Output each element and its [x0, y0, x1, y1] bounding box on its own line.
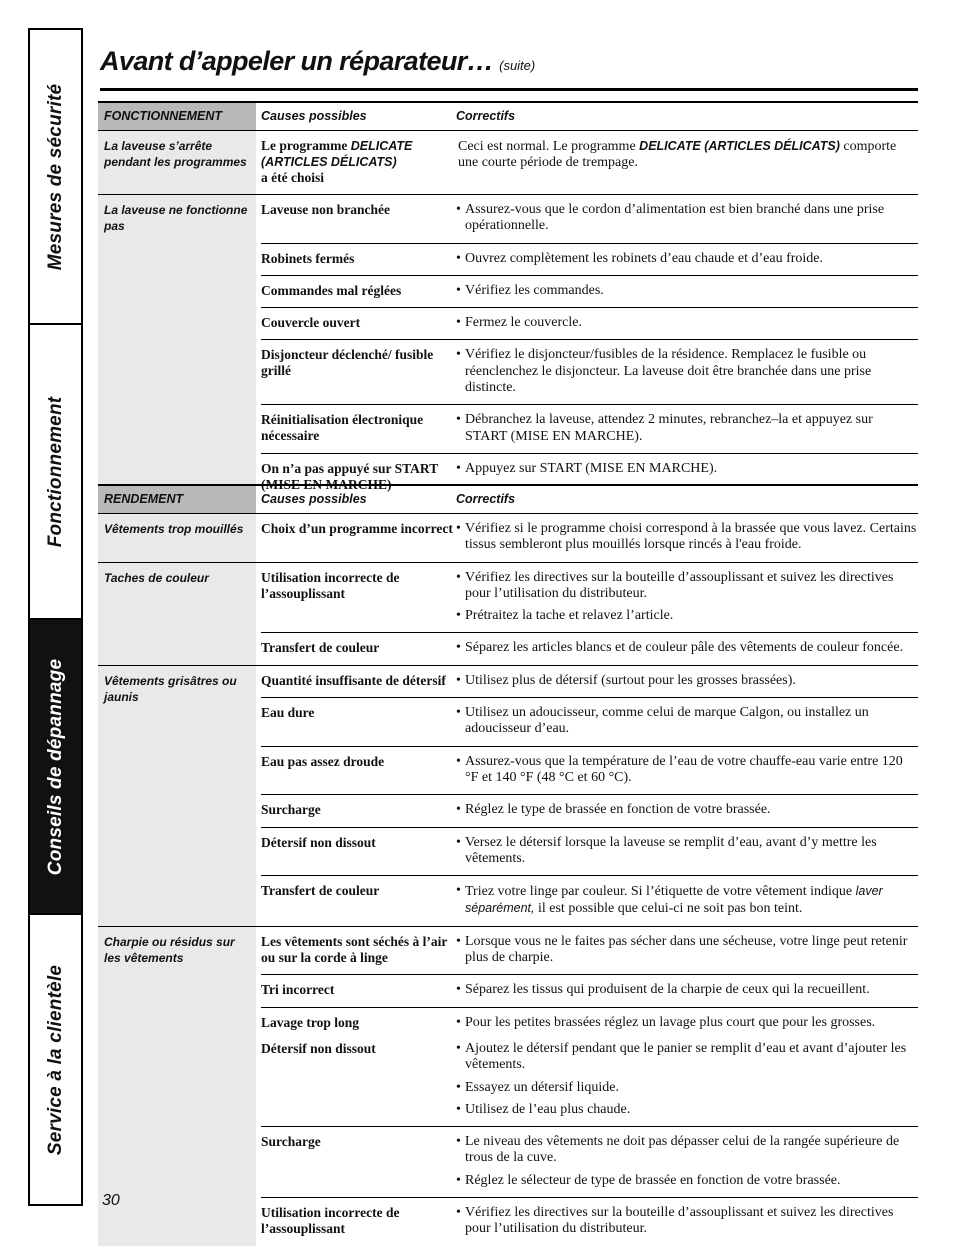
table-row: Utilisation incorrecte de l’assouplissant • Vérifiez les directives sur la bouteille d’assouplissant et suivez les directives pour l’utilisation du distributeur. • Prétraitez la tache et relavez l’article. [261, 563, 918, 634]
header-causes: Causes possibles [261, 492, 367, 506]
fix-item: Pour les petites brassées réglez un lavage plus court que pour les grosses. [465, 1014, 876, 1030]
cause-cell: Disjoncteur déclenché/ fusible grillé [261, 347, 434, 379]
cause-cell: Transfert de couleur [261, 883, 380, 899]
cause-cell: Eau dure [261, 705, 315, 721]
fix-item: Séparez les tissus qui produisent de la charpie de ceux qui la recueillent. [465, 982, 870, 998]
fix-item: Appuyez sur START (MISE EN MARCHE). [465, 460, 718, 476]
fix-item: Réglez le sélecteur de type de brassée en fonction de votre brassée. [465, 1172, 841, 1188]
fix-text: Triez votre linge par couleur. Si l’étiquette de votre vêtement indique [465, 884, 856, 900]
table-row: Transfert de couleur • Séparez les articles blancs et de couleur pâle des vêtements de couleur foncée. [261, 633, 918, 664]
fix-item: Vérifiez si le programme choisi correspond à la brassée que vous lavez. Certains tissus sembleront plus mouillés lorsque rincés à l'eau froide. [465, 521, 917, 553]
cause-cell: Couvercle ouvert [261, 315, 361, 331]
fix-item: Vérifiez les directives sur la bouteille d’assouplissant et suivez les directives pour l’utilisation du distributeur. [465, 569, 894, 601]
tab-label: Service à la clientèle [44, 964, 66, 1155]
fix-item: Assurez-vous que le cordon d’alimentation est bien branché dans une prise opérationnelle. [465, 202, 885, 234]
title-suffix: (suite) [499, 58, 536, 73]
cause-cell: Robinets fermés [261, 250, 355, 266]
title-text: Avant d’appeler un réparateur… [100, 46, 494, 76]
table-row [261, 131, 918, 194]
table-row: Eau pas assez droude • Assurez-vous que la température de l’eau de votre chauffe-eau varie entre 120 °F et 140 °F (48 °C et 60 °C). [261, 747, 918, 796]
cause-cell: Tri incorrect [261, 982, 335, 998]
problem-group [98, 666, 918, 927]
header-category: RENDEMENT [98, 486, 256, 513]
cause-cell: Réinitialisation électronique nécessaire [261, 412, 424, 444]
fix-item: Utilisez de l’eau plus chaude. [465, 1101, 631, 1117]
tab-conseils-de-depannage[interactable] [30, 620, 81, 915]
fix-item: Le niveau des vêtements ne doit pas dépasser celui de la rangée supérieure de trous de la cuve. [465, 1134, 900, 1166]
fix-item: Lorsque vous ne le faites pas sécher dans une sécheuse, votre linge peut retenir plus de charpie. [465, 933, 908, 966]
table-row: Robinets fermés • Ouvrez complètement les robinets d’eau chaude et d’eau froide. [261, 244, 918, 276]
table-row: Laveuse non branchée • Assurez-vous que le cordon d’alimentation est bien branché dans une prise opérationnelle. [261, 195, 918, 244]
fix-item: Ajoutez le détersif pendant que le panier se remplit d’eau et avant d’ajouter les vêtements. [465, 1040, 907, 1073]
problem-label: Vêtements grisâtres ou jaunis [98, 666, 256, 926]
cause-program-name: DELICATE (ARTICLES DÉLICATS) [261, 139, 413, 169]
cause-cell: Utilisation incorrecte de l’assouplissant [261, 1205, 400, 1237]
title-rule [100, 88, 918, 91]
problem-group [98, 927, 918, 1246]
table-row: Quantité insuffisante de détersif • Utilisez plus de détersif (surtout pour les grosses brassées). [261, 666, 918, 698]
table-row: Les vêtements sont séchés à l’air ou sur la corde à linge • Lorsque vous ne le faites pas sécher dans une sécheuse, votre linge peut retenir plus de charpie. [261, 927, 918, 976]
cause-cell: Surcharge [261, 1134, 321, 1150]
problem-group [98, 195, 918, 501]
problem-label: Charpie ou résidus sur les vêtements [98, 927, 256, 1246]
header-causes: Causes possibles [261, 109, 367, 123]
table-row: Commandes mal réglées • Vérifiez les commandes. [261, 276, 918, 308]
cause-cell: Lavage trop long [261, 1014, 360, 1030]
table-row: Eau dure • Utilisez un adoucisseur, comme celui de marque Calgon, ou installez un adoucisseur d’eau. [261, 698, 918, 747]
tab-fonctionnement[interactable] [30, 325, 81, 620]
tab-label: Fonctionnement [44, 396, 66, 547]
fix-item: Séparez les articles blancs et de couleur pâle des vêtements de couleur foncée. [465, 640, 904, 656]
cause-text: Le programme [261, 138, 351, 153]
table-row: Couvercle ouvert • Fermez le couvercle. [261, 308, 918, 340]
cause-cell: Les vêtements sont séchés à l’air ou sur la corde à linge [261, 933, 448, 965]
cause-cell: On n’a pas appuyé sur START (MISE EN MARCHE) [261, 460, 438, 492]
fix-item: Réglez le type de brassée en fonction de votre brassée. [465, 802, 771, 818]
table-header [98, 101, 918, 131]
header-correctifs: Correctifs [456, 492, 516, 506]
fix-item [465, 883, 918, 918]
table-row: Surcharge • Réglez le type de brassée en fonction de votre brassée. [261, 795, 918, 827]
cause-cell: Eau pas assez droude [261, 753, 385, 769]
fix-program-name: DELICATE (ARTICLES DÉLICATS) [639, 139, 840, 153]
problem-label: Taches de couleur [98, 563, 256, 665]
cause-cell: Quantité insuffisante de détersif [261, 672, 446, 688]
tab-mesures-de-securite[interactable] [30, 30, 81, 325]
problem-label: La laveuse s’arrête pendant les programmes [98, 131, 256, 194]
tab-label: Conseils de dépannage [44, 658, 66, 875]
cause-cell: Commandes mal réglées [261, 282, 402, 298]
fix-text: il est possible que celui-ci ne soit pas bon teint. [534, 901, 803, 917]
tab-service-a-la-clientele[interactable] [30, 915, 81, 1204]
cause-cell: Utilisation incorrecte de l’assouplissant [261, 569, 400, 601]
problem-label: Vêtements trop mouillés [98, 514, 256, 562]
cause-cell: Surcharge [261, 802, 321, 818]
table-row: On n’a pas appuyé sur START (MISE EN MARCHE) • Appuyez sur START (MISE EN MARCHE). [261, 454, 918, 501]
page-number: 30 [102, 1192, 120, 1209]
table-row: Tri incorrect • Séparez les tissus qui produisent de la charpie de ceux qui la recueillent. [261, 975, 918, 1007]
table-row: Détersif non dissout • Ajoutez le détersif pendant que le panier se remplit d’eau et avant d’ajouter les vêtements. • Essayez un détersif liquide. • Utilisez de l’eau plus chaude. [261, 1039, 918, 1127]
header-correctifs: Correctifs [456, 109, 516, 123]
problem-group [98, 563, 918, 666]
fix-item: Vérifiez les commandes. [465, 282, 604, 298]
fix-item: Utilisez plus de détersif (surtout pour les grosses brassées). [465, 672, 796, 688]
fix-item: Versez le détersif lorsque la laveuse se remplit d’eau, avant d’y mettre les vêtements. [465, 834, 877, 866]
fix-text: Ceci est normal. Le programme [458, 139, 640, 154]
table-row: Surcharge • Le niveau des vêtements ne doit pas dépasser celui de la rangée supérieure de trous de la cuve. • Réglez le sélecteur de type de brassée en fonction de votre brassée. [261, 1127, 918, 1198]
tab-label: Mesures de sécurité [44, 83, 66, 270]
table-row: Réinitialisation électronique nécessaire • Débranchez la laveuse, attendez 2 minutes, rebranchez–la et appuyez sur START (MISE EN MARCHE). [261, 405, 918, 454]
problem-label: La laveuse ne fonctionne pas [98, 195, 256, 501]
table-row: Lavage trop long • Pour les petites brassées réglez un lavage plus court que pour les grosses. [261, 1008, 918, 1039]
table-rendement [98, 484, 918, 1246]
table-row: Utilisation incorrecte de l’assouplissant • Vérifiez les directives sur la bouteille d’assouplissant et suivez les directives pour l’utilisation du distributeur. [261, 1198, 918, 1246]
cause-cell: Transfert de couleur [261, 640, 380, 656]
table-row: Choix d’un programme incorrect • Vérifiez si le programme choisi correspond à la brassée que vous lavez. Certains tissus sembleront plus mouillés lorsque rincés à l'eau froide. [261, 514, 918, 562]
fix-item: Prétraitez la tache et relavez l’article. [465, 608, 674, 624]
problem-group [98, 514, 918, 563]
section-tabs [28, 28, 83, 1206]
table-header [98, 484, 918, 514]
cause-text: a été choisi [261, 170, 324, 185]
cause-cell [261, 131, 456, 194]
fix-item: Vérifiez les directives sur la bouteille d’assouplissant et suivez les directives pour l’utilisation du distributeur. [465, 1205, 894, 1237]
fix-cell [456, 131, 918, 194]
fix-item: Ouvrez complètement les robinets d’eau chaude et d’eau froide. [465, 250, 824, 266]
problem-group [98, 131, 918, 195]
fix-item: Fermez le couvercle. [465, 315, 582, 331]
fix-emphasis: laver séparément, [465, 884, 883, 916]
table-row: Détersif non dissout • Versez le détersif lorsque la laveuse se remplit d’eau, avant d’y mettre les vêtements. [261, 828, 918, 877]
table-fonctionnement [98, 101, 918, 501]
fix-item: Débranchez la laveuse, attendez 2 minutes, rebranchez–la et appuyez sur START (MISE EN MARCHE). [465, 412, 873, 444]
cause-cell: Détersif non dissout [261, 1040, 376, 1056]
fix-item: Essayez un détersif liquide. [465, 1079, 619, 1095]
table-row: Disjoncteur déclenché/ fusible grillé • Vérifiez le disjoncteur/fusibles de la résidence. Remplacez le fusible ou réenclenchez le disjoncteur. La laveuse doit être branchée dans une prise distincte. [261, 340, 918, 405]
fix-item: Vérifiez le disjoncteur/fusibles de la résidence. Remplacez le fusible ou réenclenchez le disjoncteur. La laveuse doit être branchée dans une prise distincte. [465, 347, 872, 396]
fix-item: Assurez-vous que la température de l’eau de votre chauffe-eau varie entre 120 °F et 140 °F (48 °C et 60 °C). [465, 753, 903, 785]
cause-cell: Laveuse non branchée [261, 202, 391, 217]
cause-cell: Choix d’un programme incorrect [261, 521, 453, 536]
header-category: FONCTIONNEMENT [98, 103, 256, 130]
table-row: Transfert de couleur • Triez votre linge par couleur. Si l’étiquette de votre vêtement indique laver séparément, il est possible que celui-ci ne soit pas bon teint. [261, 876, 918, 926]
fix-text: comporte une courte période de trempage. [458, 139, 897, 171]
cause-cell: Détersif non dissout [261, 834, 376, 850]
page-title [100, 46, 535, 77]
fix-item: Utilisez un adoucisseur, comme celui de marque Calgon, ou installez un adoucisseur d’eau. [465, 705, 869, 737]
